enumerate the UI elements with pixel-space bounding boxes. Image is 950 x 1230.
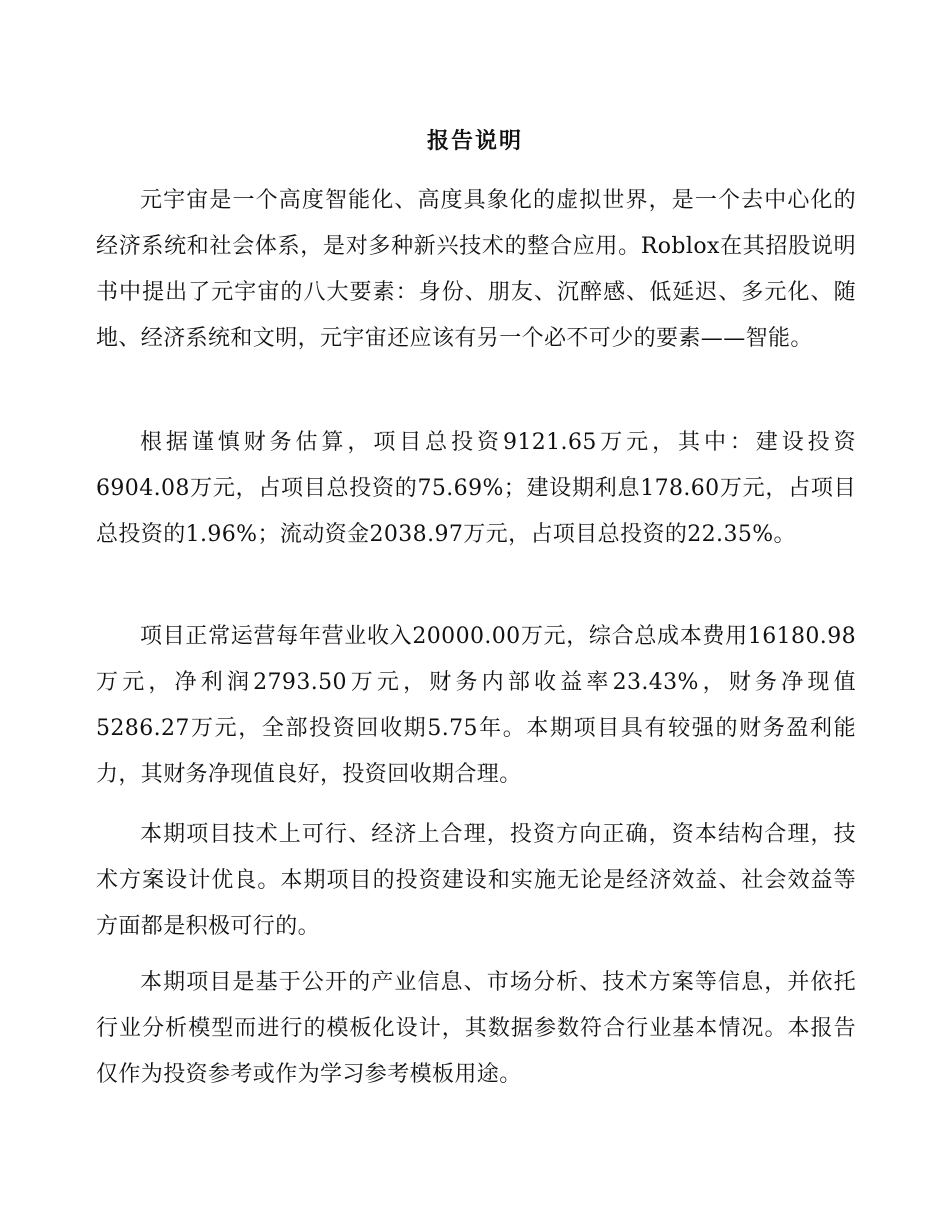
paragraph-financial-returns: 项目正常运营每年营业收入20000.00万元，综合总成本费用16180.98万元，净利润2793.50万元，财务内部收益率23.43%，财务净现值5286.27万元，全部投资回收期5.75年。本期项目具有较强的财务盈利能力，其财务净现值良好，投资回收期合理。	[96, 624, 856, 787]
paragraph-metaverse-intro: 元宇宙是一个高度智能化、高度具象化的虚拟世界，是一个去中心化的经济系统和社会体系，是对多种新兴技术的整合应用。Roblox在其招股说明书中提出了元宇宙的八大要素：身份、朋友、沉醉感、低延迟、多元化、随地、经济系统和文明，元宇宙还应该有另一个必不可少的要素——智能。	[96, 188, 856, 351]
paragraph-disclaimer: 本期项目是基于公开的产业信息、市场分析、技术方案等信息，并依托行业分析模型而进行的模板化设计，其数据参数符合行业基本情况。本报告仅作为投资参考或作为学习参考模板用途。	[96, 970, 856, 1087]
paragraph-investment-estimate: 根据谨慎财务估算，项目总投资9121.65万元，其中：建设投资6904.08万元，占项目总投资的75.69%；建设期利息178.60万元，占项目总投资的1.96%；流动资金2038.97万元，占项目总投资的22.35%。	[96, 430, 856, 547]
paragraph-feasibility: 本期项目技术上可行、经济上合理，投资方向正确，资本结构合理，技术方案设计优良。本期项目的投资建设和实施无论是经济效益、社会效益等方面都是积极可行的。	[96, 822, 856, 939]
page-title: 报告说明	[426, 128, 523, 154]
